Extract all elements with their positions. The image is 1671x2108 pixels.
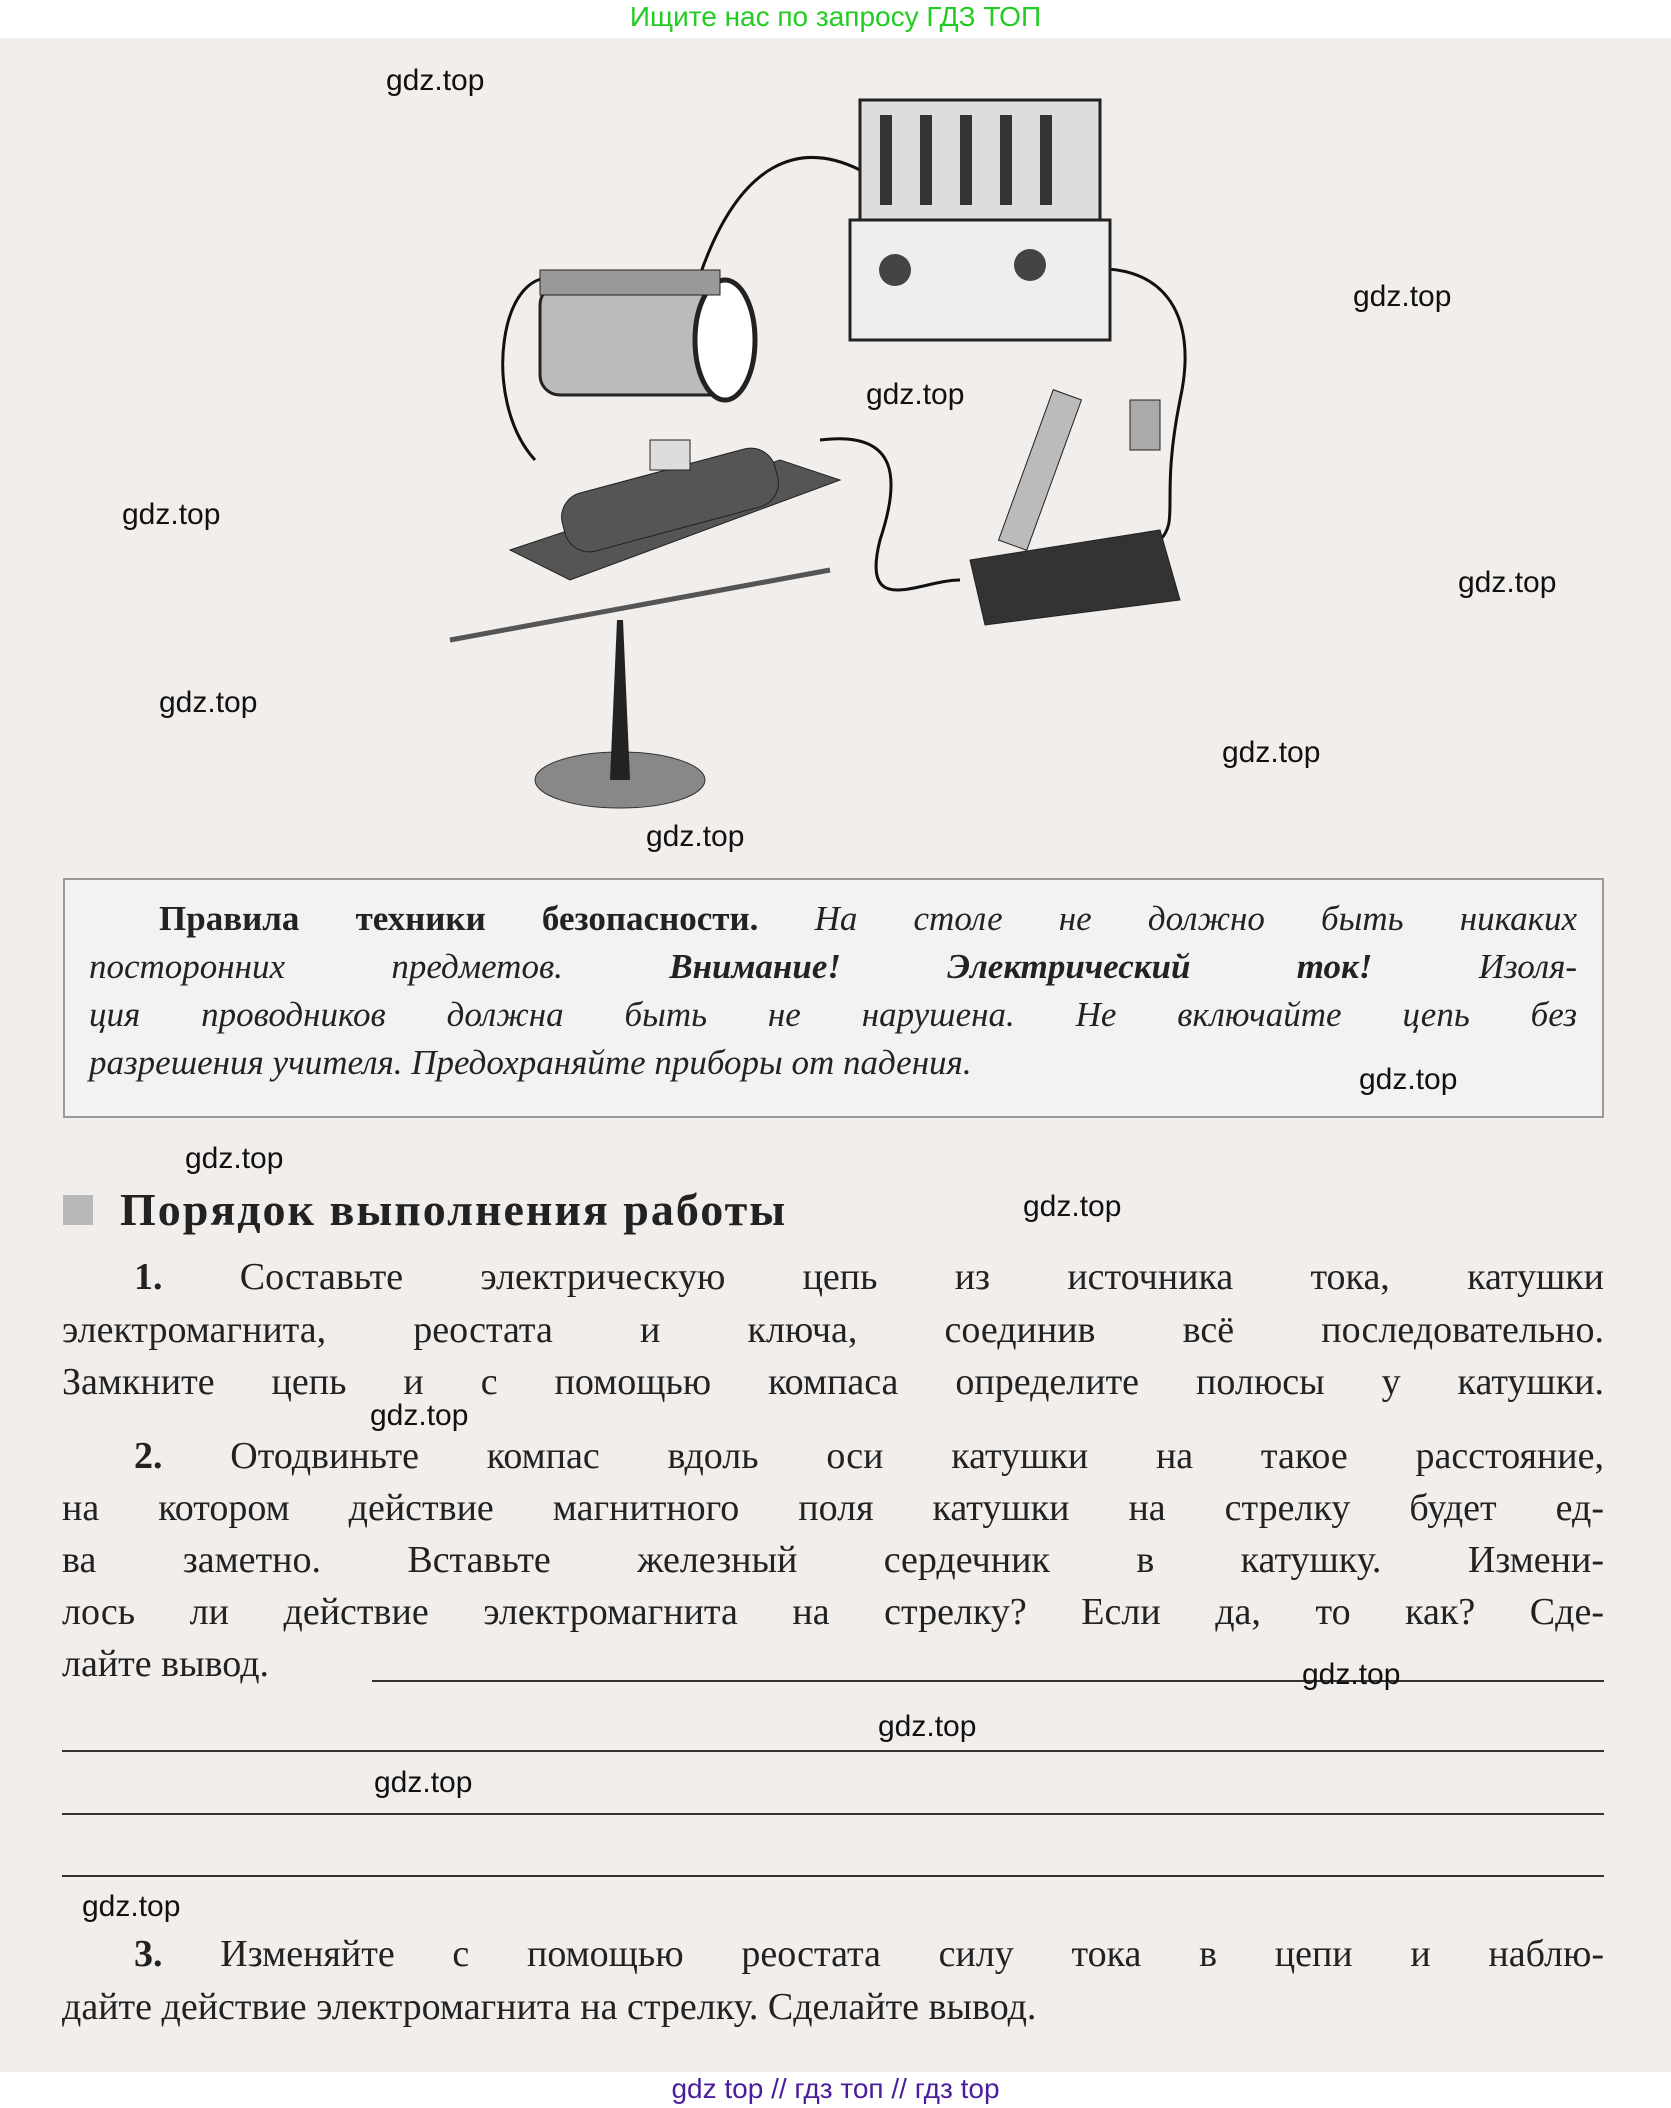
step-3-line: 3. Изменяйте с помощью реостата силу тока в цепи и наблю-	[134, 1933, 1605, 1975]
power-source	[850, 100, 1110, 340]
watermark: gdz.top	[1359, 1063, 1458, 1096]
watermark: gdz.top	[878, 1710, 977, 1743]
answer-line[interactable]	[62, 1875, 1604, 1877]
circuit-illustration	[440, 80, 1230, 860]
coil	[540, 270, 755, 400]
step-number: 2.	[134, 1435, 163, 1477]
safety-title: Правила техники безопасности.	[159, 899, 759, 938]
safety-line	[89, 896, 1577, 942]
answer-line[interactable]	[62, 1813, 1604, 1815]
step-3-line: дайте действие электромагнита на стрелку. Сделайте вывод.	[62, 1986, 1037, 2028]
safety-line: разрешения учителя. Предохраняйте приборы от падения.	[89, 1043, 972, 1082]
answer-line[interactable]	[372, 1680, 1604, 1682]
answer-line[interactable]	[62, 1750, 1604, 1752]
step-number: 1.	[134, 1256, 163, 1298]
safety-line	[89, 944, 1577, 990]
search-banner: Ищите нас по запросу ГДЗ ТОП	[629, 1, 1042, 32]
footer-banner: gdz top // гдз топ // гдз top	[671, 2073, 1000, 2104]
watermark: gdz.top	[122, 498, 221, 531]
watermark: gdz.top	[866, 378, 965, 411]
section-marker	[63, 1195, 93, 1225]
step-number: 3.	[134, 1933, 163, 1975]
step-2-line: 2. Отодвиньте компас вдоль оси катушки на такое расстояние,	[134, 1435, 1604, 1477]
watermark: gdz.top	[1302, 1658, 1401, 1691]
switch	[970, 390, 1180, 625]
watermark: gdz.top	[374, 1766, 473, 1799]
safety-text: На столе не должно быть никаких	[814, 899, 1578, 938]
watermark: gdz.top	[1353, 280, 1452, 313]
step-2-line: на котором действие магнитного поля катушки на стрелку будет ед-	[62, 1487, 1604, 1529]
step-2-line: лайте вывод.	[62, 1643, 270, 1685]
watermark: gdz.top	[82, 1890, 181, 1923]
watermark: gdz.top	[646, 820, 745, 853]
safety-warning: Внимание! Электрический ток!	[669, 947, 1373, 986]
section-title: Порядок выполнения работы	[120, 1184, 788, 1235]
safety-text: посторонних предметов.	[89, 947, 563, 986]
watermark: gdz.top	[1023, 1190, 1122, 1223]
step-1-line: Замкните цепь и с помощью компаса определите полюсы у катушки.	[62, 1361, 1604, 1403]
step-1-line: электромагнита, реостата и ключа, соединив всё последовательно.	[62, 1309, 1604, 1351]
watermark: gdz.top	[1222, 736, 1321, 769]
safety-line: ция проводников должна быть не нарушена. Не включайте цепь без	[89, 995, 1577, 1034]
watermark: gdz.top	[370, 1399, 469, 1432]
step-1-line: 1. Составьте электрическую цепь из источника тока, катушки	[134, 1256, 1605, 1298]
step-2-line: ва заметно. Вставьте железный сердечник в катушку. Измени-	[62, 1539, 1604, 1581]
step-2-line: лось ли действие электромагнита на стрелку? Если да, то как? Сде-	[62, 1591, 1604, 1633]
watermark: gdz.top	[386, 64, 485, 97]
watermark: gdz.top	[159, 686, 258, 719]
watermark: gdz.top	[1458, 566, 1557, 599]
safety-text: Изоля-	[1478, 947, 1578, 986]
watermark: gdz.top	[185, 1142, 284, 1175]
compass	[450, 570, 830, 808]
rheostat	[510, 440, 840, 580]
